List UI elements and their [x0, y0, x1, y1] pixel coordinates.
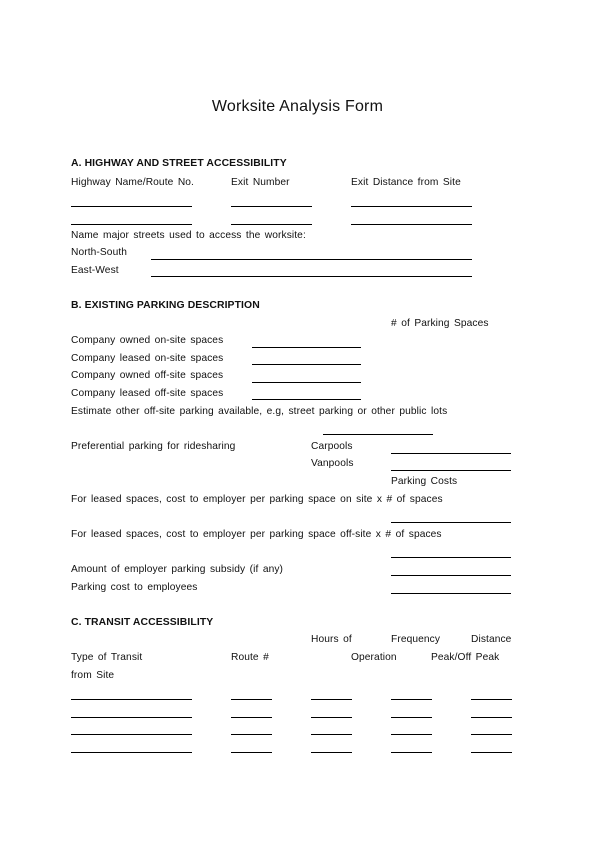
east-west-field[interactable] [151, 276, 472, 277]
transit-route-field[interactable] [231, 734, 272, 735]
transit-frequency-field[interactable] [391, 717, 432, 718]
subsidy-field[interactable] [391, 575, 511, 576]
route-header: Route # [231, 652, 269, 663]
carpools-label: Carpools [311, 441, 353, 452]
leased-cost-offsite-label: For leased spaces, cost to employer per parking space off-site x # of spaces [71, 529, 442, 540]
from-site-header: from Site [71, 670, 115, 681]
owned-onsite-field[interactable] [252, 347, 361, 348]
transit-frequency-field[interactable] [391, 734, 432, 735]
transit-route-field[interactable] [231, 717, 272, 718]
operation-header: Operation [351, 652, 397, 663]
parking-costs-header: Parking Costs [391, 476, 458, 487]
section-c-heading: C. TRANSIT ACCESSIBILITY [71, 617, 214, 628]
employee-cost-field[interactable] [391, 593, 511, 594]
transit-hours-field[interactable] [311, 752, 352, 753]
vanpools-label: Vanpools [311, 458, 354, 469]
estimate-other-field[interactable] [323, 434, 433, 435]
section-a-heading: A. HIGHWAY AND STREET ACCESSIBILITY [71, 158, 287, 169]
leased-offsite-label: Company leased off-site spaces [71, 388, 224, 399]
owned-offsite-field[interactable] [252, 382, 361, 383]
transit-type-field[interactable] [71, 699, 192, 700]
north-south-field[interactable] [151, 259, 472, 260]
transit-hours-field[interactable] [311, 734, 352, 735]
subsidy-label: Amount of employer parking subsidy (if any) [71, 564, 284, 575]
transit-frequency-field[interactable] [391, 699, 432, 700]
transit-route-field[interactable] [231, 752, 272, 753]
east-west-label: East-West [71, 265, 119, 276]
exit-distance-label: Exit Distance from Site [351, 177, 461, 188]
owned-offsite-label: Company owned off-site spaces [71, 370, 224, 381]
exit-distance-field-1[interactable] [351, 206, 472, 207]
leased-cost-onsite-label: For leased spaces, cost to employer per parking space on site x # of spaces [71, 494, 443, 505]
exit-number-field-2[interactable] [231, 224, 312, 225]
north-south-label: North-South [71, 247, 128, 258]
transit-type-field[interactable] [71, 734, 192, 735]
leased-onsite-field[interactable] [252, 364, 361, 365]
streets-prompt: Name major streets used to access the worksite: [71, 230, 306, 241]
transit-route-field[interactable] [231, 699, 272, 700]
highway-name-field-2[interactable] [71, 224, 192, 225]
transit-distance-field[interactable] [471, 717, 512, 718]
leased-cost-onsite-field[interactable] [391, 522, 511, 523]
transit-distance-field[interactable] [471, 699, 512, 700]
carpools-field[interactable] [391, 453, 511, 454]
transit-type-field[interactable] [71, 752, 192, 753]
employee-cost-label: Parking cost to employees [71, 582, 198, 593]
vanpools-field[interactable] [391, 470, 511, 471]
distance-header: Distance [471, 634, 512, 645]
exit-number-label: Exit Number [231, 177, 290, 188]
transit-distance-field[interactable] [471, 752, 512, 753]
owned-onsite-label: Company owned on-site spaces [71, 335, 224, 346]
transit-frequency-field[interactable] [391, 752, 432, 753]
frequency-header: Frequency [391, 634, 441, 645]
peak-header: Peak/Off Peak [431, 652, 500, 663]
hours-of-header: Hours of [311, 634, 352, 645]
page-title: Worksite Analysis Form [211, 98, 384, 115]
exit-distance-field-2[interactable] [351, 224, 472, 225]
estimate-other-label: Estimate other off-site parking available, e.g, street parking or other public lots [71, 406, 448, 417]
exit-number-field-1[interactable] [231, 206, 312, 207]
highway-name-field-1[interactable] [71, 206, 192, 207]
section-b-heading: B. EXISTING PARKING DESCRIPTION [71, 300, 260, 311]
num-spaces-header: # of Parking Spaces [391, 318, 489, 329]
leased-offsite-field[interactable] [252, 399, 361, 400]
type-of-transit-header: Type of Transit [71, 652, 143, 663]
transit-hours-field[interactable] [311, 717, 352, 718]
highway-name-label: Highway Name/Route No. [71, 177, 194, 188]
leased-cost-offsite-field[interactable] [391, 557, 511, 558]
preferential-label: Preferential parking for ridesharing [71, 441, 236, 452]
leased-onsite-label: Company leased on-site spaces [71, 353, 224, 364]
transit-type-field[interactable] [71, 717, 192, 718]
transit-distance-field[interactable] [471, 734, 512, 735]
transit-hours-field[interactable] [311, 699, 352, 700]
